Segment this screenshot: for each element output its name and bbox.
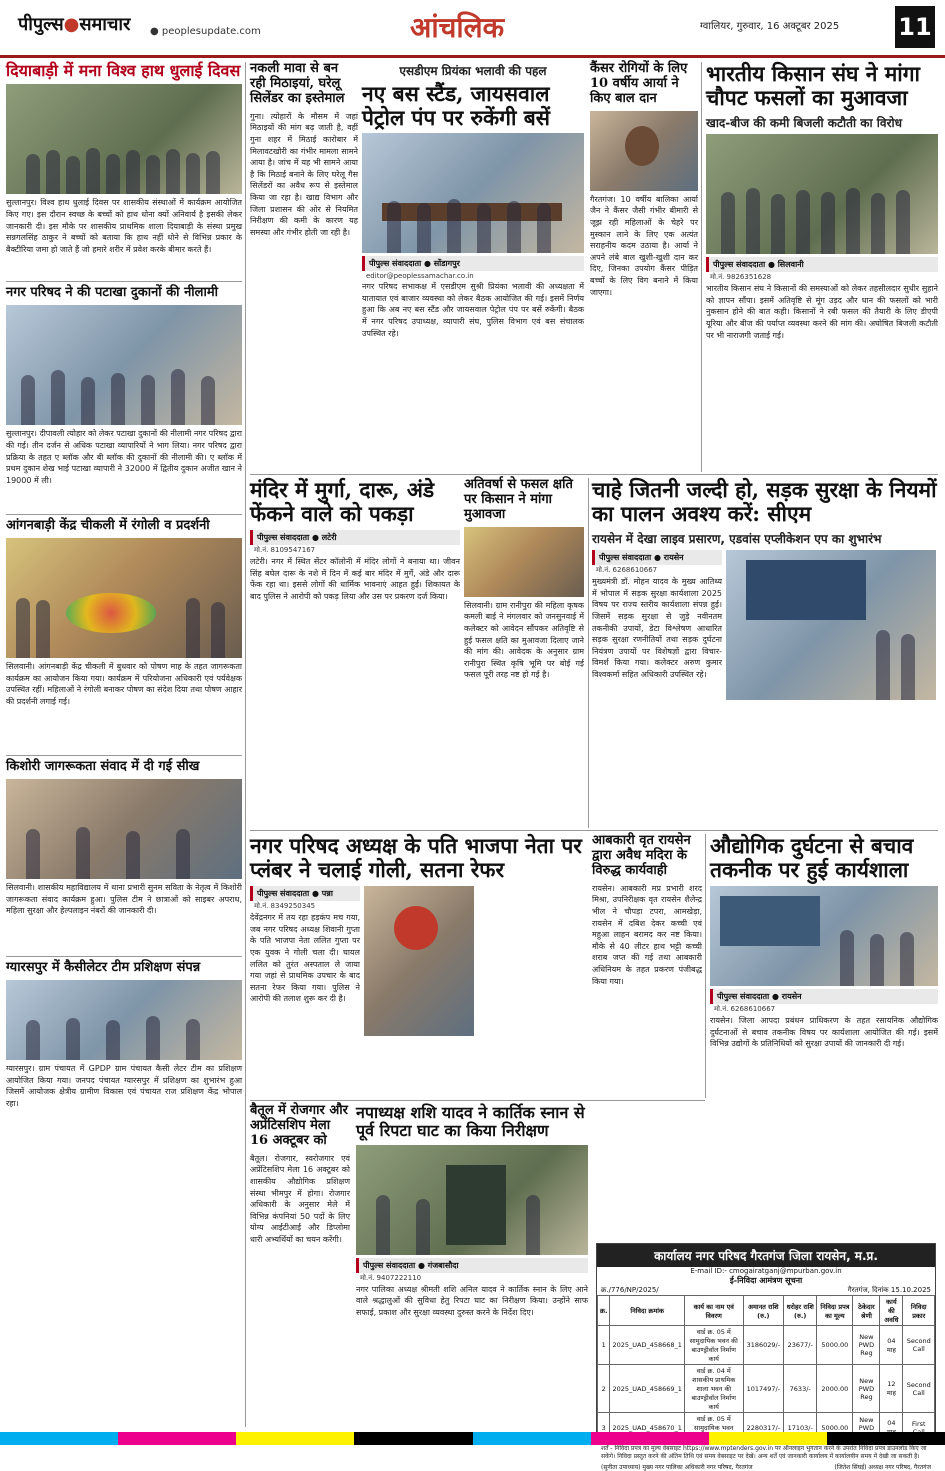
notice-header-cell: निविदा प्रपत्र का मूल्य [817,1296,853,1326]
story-kisan-headline[interactable]: भारतीय किसान संघ ने मांगा चौपट फसलों का मुआवजा [706,61,921,111]
table-cell: वार्ड क्र. 05 में सामुदायिक भवन [684,1413,743,1443]
story-patakha-headline[interactable]: नगर परिषद ने की पटाखा दुकानों की नीलामी [6,285,218,301]
story-audyogik-photo [710,886,938,986]
story-cancer [590,62,698,472]
story-rozgar [250,1104,350,1429]
color-swatch [354,1432,472,1445]
story-ativrishti-photo [464,527,584,597]
story-bus-byline: पीपुल्स संवाददाता ● सोंडागपुर [362,256,584,271]
notice-email[interactable]: E-mail ID:- cmogairatganj@mpurban.gov.in [690,1267,842,1275]
table-cell: Second Call [903,1326,935,1365]
table-cell: New PWD Reg [853,1365,880,1413]
table-cell: 1017497/- [743,1365,784,1413]
color-swatch [473,1432,591,1445]
story-audyogik-byline: पीपुल्स संवाददाता ● रायसेन [710,989,938,1004]
story-audyogik-headline[interactable]: औद्योगिक दुर्घटना से बचाव तकनीक पर हुई कार्यशाला [710,833,914,883]
print-color-bar [0,1432,945,1445]
story-patakha-body: सुल्तानपुर। दीपावली त्योहार को लेकर पटाखा दुकानों की नीलामी नगर परिषद द्वारा की गई। तीन दर्जन से अधिक पटाखा व्यापारियों ने भाग लिया। नगर परिषद द्वारा प्रक्रिया के तहत ए ब्लॉक और बी ब्लॉक की दुकानों की नीलामी की। ए ब्लॉक में प्रथम दुकान शेख भाई पटाखा व्यापारी ने 32000 में द्वितीय दुकान अजीत खान ने 19000 में ली। [6,429,242,485]
website-link[interactable]: ● peoplesupdate.com [150,26,261,37]
story-mawa [250,62,358,482]
notice-sign-left: (सुनीता उपाध्याय) मुख्य नगर पालिका अधिकारी नगर परिषद, गैरतगंज [601,1464,753,1471]
story-kartik-headline[interactable]: नपाध्यक्ष शशि यादव ने कार्तिक स्नान से पूर्व रिपटा घाट का किया निरीक्षण [356,1103,585,1141]
story-rozgar-headline[interactable]: बैतूल में रोजगार और अप्रेंटिसशिप मेला 16 अक्टूबर को [250,1103,348,1148]
story-golimar-byline: पीपुल्स संवाददाता ● पन्ना [250,886,360,901]
notice-header-cell: कार्य की अवधि [880,1296,903,1326]
story-suraksha-mobile: मो.नं. 6268610667 [596,566,658,575]
notice-title: कार्यालय नगर परिषद गैरतगंज जिला रायसेन, म.प्र. [597,1244,935,1267]
story-rozgar-body: बैतूल। रोजगार, स्वरोजगार एवं अप्रेंटिसशिप मेला 16 अक्टूबर को शासकीय औद्योगिक प्रशिक्षण संस्था भीमपुर में होगा। रोजगार अधिकारी के अनुसार मेले में विभिन्न कंपनियां 50 पदों के लिए योग्य आईटीआई और डिप्लोमा धारी अभ्यर्थियों का चयन करेंगी। [250,1153,350,1244]
notice-fine-print: शर्तें - निविदा प्रपत्र का मूल्य वेबसाइट https://www.mptenders.gov.in पर ऑनलाइन भुगतान करने के उपरांत निविदा प्रपत्र डाउनलोड किए जा सकेंगे। निविदा प्रस्तुत करने की अंतिम तिथि एवं समय वेबसाइट पर देखें। अन्य शर्तें एवं जानकारी कार्यालय में कार्यालयीन समय में देखी जा सकती है। [601,1445,927,1461]
notice-header-cell: धरोहर राशि (रु.) [784,1296,817,1326]
notice-header-cell: निविदा प्रकार [903,1296,935,1326]
notice-table [597,1295,935,1443]
notice-header-cell: कार्य का नाम एवं विवरण [684,1296,743,1326]
story-audyogik-body: रायसेन। जिला आपदा प्रबंधन प्राधिकरण के तहत रसायनिक औद्योगिक दुर्घटनाओं से बचाव तकनीक विषय पर कार्यशाला आयोजित की गई। इसमें विभिन्न उद्योगों के प्रतिनिधियों को सुरक्षा उपायों की जानकारी दी गई। [710,1016,938,1049]
story-caselator-headline[interactable]: ग्यारसपुर में कैसीलेटर टीम प्रशिक्षण संपन्न [6,960,201,976]
story-mandir-body: लटेरी। नगर में स्थित सेंटर कॉलोनी में मंदिर लोगों ने बनाया था। जीवन सिंह बघेल दारू के नशे में दिन में कई बार मंदिर में मुर्गे, अंडे और दारू फेंक रहा था। इससे लोगों की धार्मिक भावनाएं आहत हुईं। शिकायत के बाद पुलिस ने आरोपी को पकड़ लिया और उस पर प्रकरण दर्ज किया। [250,557,460,602]
story-kishori-photo [6,779,242,879]
color-swatch [0,1432,118,1445]
story-kishori-headline[interactable]: किशोरी जागरूकता संवाद में दी गई सीख [6,759,200,775]
table-cell: 2280317/- [743,1413,784,1443]
story-caselator-body: ग्यारसपुर। ग्राम पंचायत में GPDP ग्राम पंचायत कैसी लेटर टीम का प्रशिक्षण आयोजित किया गया। जनपद पंचायत ग्यारसपुर में प्रशिक्षण का शुभारंभ हुआ जिसमें आयोजक क्षेत्रीय ग्रामीण विकास एवं पंचायत राज प्रशिक्षण केंद्र भोपाल रहा। [6,1064,242,1108]
story-suraksha-headline[interactable]: चाहे जितनी जल्दी हो, सड़क सुरक्षा के नियमों का पालन अवश्य करें: सीएम [592,477,937,527]
story-cancer-photo [590,111,698,191]
notice-header-cell: निविदा क्रमांक [610,1296,684,1326]
story-abkari [592,834,702,1098]
tender-notice [596,1243,936,1471]
story-golimar-mobile: मो.नं. 8349250345 [254,902,316,911]
section-title: आंचलिक [410,11,505,44]
story-kisan-byline: पीपुल्स संवाददाता ● सिलवानी [706,257,938,272]
table-cell: वार्ड क्र. 05 में सामुदायिक भवन की बाउण्ड्रीवॉल निर्माण कार्य [684,1326,743,1365]
story-kisan-mobile: मो.नं. 9826351628 [710,273,772,282]
table-cell: 2 [598,1365,610,1413]
table-cell: First [903,1413,935,1443]
table-cell: 3186029/- [743,1326,784,1365]
story-mawa-body: गुना। त्योहारों के मौसम में जहां मिठाइयों की मांग बढ़ जाती है, वहीं गुना शहर में मिठाई कारोबार में मिलावटखोरी का गंभीर मामला सामने आया है। जांच में यह भी सामने आया है कि मिठाई बनाने के लिए घरेलू गैस सिलेंडरों का अवैध रूप से इस्तेमाल किया जा रहा है। खाद्य विभाग और जिला प्रशासन की ओर से नियमित निरीक्षण की कमी के कारण यह समस्या और गंभीर होती जा रही है। [250,111,358,237]
table-cell: 3 [598,1413,610,1443]
dateline: ग्वालियर, गुरुवार, 16 अक्टूबर 2025 [700,21,840,32]
story-golimar-body: देवेंद्रनगर में तय रहा हड़कंप मच गया, जब नगर परिषद अध्यक्ष शिवानी गुप्ता के पति भाजपा नेता ललित गुप्ता पर एक युवक ने गोली चला दी। घायल ललित को तुरंत अस्पताल ले जाया गया जहां से प्राथमिक उपचार के बाद सतना रेफर किया गया। पुलिस ने आरोपी की तलाश शुरू कर दी है। [250,913,360,1004]
column-left [6,62,242,1430]
story-handwash-body: सुल्तानपुर। विश्व हाथ धुलाई दिवस पर शासकीय संस्थाओं में कार्यक्रम आयोजित किए गए। इस दौरान स्वच्छ के बच्चों को हाथ धोना क्यों अनिवार्य है इसकी लेकर जानकारी दी। इस मौके पर शासकीय प्राथमिक शाला दियाबाड़ी के संस्था प्रमुख सन्नगलसिंह ठाकुर ने बच्चों को बताया कि हाथ नहीं धोने से विभिन्न प्रकार के बैक्टीरिया जमा हो जाते हैं जो हमारे शरीर में प्रवेश करके बीमार करते हैं। [6,198,242,254]
table-cell: 2025_UAD_458669_1 [610,1365,684,1413]
story-cancer-body: गैरतगंज। 10 वर्षीय बालिका आर्या जैन ने कैंसर जैसी गंभीर बीमारी से जूझ रही महिलाओं के चेहरे पर मुस्कान लाने के लिए एक अत्यंत सराहनीय कदम उठाया है। आर्या ने अपने लंबे बाल खुशी-खुशी दान कर दिए, जिनका उपयोग कैंसर पीड़ित बच्चों के लिए विग बनाने में किया जाएगा। [590,194,698,297]
table-row [598,1365,935,1413]
notice-ref: क्र./776/NP/2025/ [601,1286,659,1294]
color-swatch [236,1432,354,1445]
table-cell: 17103/- [784,1413,817,1443]
story-suraksha-byline: पीपुल्स संवाददाता ● रायसेन [592,550,722,565]
table-cell: 23677/- [784,1326,817,1365]
story-bus [362,62,584,472]
table-cell: 1 [598,1326,610,1365]
story-kisan-photo [706,134,938,254]
table-cell: Second Call [903,1365,935,1413]
table-cell: 5000.00 [817,1326,853,1365]
notice-header-cell: क्र. [598,1296,610,1326]
table-cell: 2000.00 [817,1365,853,1413]
masthead [0,0,945,58]
story-bus-email[interactable]: editor@peoplessamachar.co.in [366,272,474,281]
table-cell: 2025_UAD_458668_1 [610,1326,684,1365]
story-kartik [356,1104,588,1429]
story-kartik-mobile: मो.नं. 9407222110 [360,1273,422,1282]
story-mandir-byline: पीपुल्स संवाददाता ● लटेरी [250,530,460,545]
story-suraksha-photo [726,550,936,700]
story-abkari-body: रायसेन। आबकारी मप्र प्रभारी शरद मिश्रा, उपनिरीक्षक वृत रायसेन शैलेन्द्र भील ने चौपड़ा टपरा, आमखेड़ा, रायसेन में दबिश देकर कच्ची एवं महुआ लाहन बरामद कर नष्ट किया। मौके से 40 लीटर हाथ भट्टी कच्ची शराब जप्त की गई तथा आबकारी अधिनियम के तहत प्रकरण पंजीबद्ध किया गया। [592,883,702,986]
story-kisan [706,62,938,472]
story-audyogik-mobile: मो.नं. 6268610667 [714,1005,776,1014]
story-suraksha-body: मुख्यमंत्री डॉ. मोहन यादव के मुख्य आतिथ्य में भोपाल में सड़क सुरक्षा कार्यशाला 2025 विषय पर राज्य स्तरीय कार्यशाला संपन्न हुई। जिसमें सड़क सुरक्षा से जुड़े नवीनतम तकनीकी उपायों, डेटा विश्लेषण आधारित सड़क सुरक्षा रणनीतियों तथा सड़क दुर्घटना नियंत्रण उपायों पर विशेषज्ञों द्वारा विचार-विमर्श किया गया। कलेक्टर अरुण कुमार विश्वकर्मा सहित अधिकारी उपस्थित रहे। [592,577,722,680]
story-mandir [250,478,460,828]
page-number: 11 [895,6,935,48]
story-suraksha [592,478,938,828]
story-kishori-body: सिलवानी। शासकीय महाविद्यालय में थाना प्रभारी सुनम सविता के नेतृत्व में किशोरी जागरूकता संवाद कार्यक्रम हुआ। पुलिस टीम ने छात्राओं को साइबर अपराध, महिला सुरक्षा और हेल्पलाइन नंबरों की जानकारी दी। [6,883,242,916]
table-cell: 12 माह [880,1365,903,1413]
story-handwash-headline[interactable]: दियाबाड़ी में मना विश्व हाथ धुलाई दिवस [6,61,241,80]
table-cell: 5000.00 [817,1413,853,1443]
story-ativrishti [464,478,584,828]
story-patakha-photo [6,305,242,425]
color-swatch [118,1432,236,1445]
story-handwash-photo [6,84,242,194]
table-row [598,1326,935,1365]
notice-header-cell: अमानत राशि (रु.) [743,1296,784,1326]
story-golimar-headline[interactable]: नगर परिषद अध्यक्ष के पति भाजपा नेता पर प्लंबर ने चलाई गोली, सतना रेफर [250,833,582,883]
story-anganwadi-photo [6,538,242,658]
color-swatch [827,1432,945,1445]
story-kartik-photo [356,1145,588,1255]
color-swatch [591,1432,709,1445]
table-cell: 7633/- [784,1365,817,1413]
story-mandir-mobile: मो.नं. 8109547167 [254,546,316,555]
table-cell: वार्ड क्र. 04 में शासकीय प्राथमिक शाला भवन की बाउण्ड्रीवॉल निर्माण कार्य [684,1365,743,1413]
story-cancer-headline[interactable]: कैंसर रोगियों के लिए 10 वर्षीय आर्या ने किए बाल दान [590,61,688,106]
story-anganwadi-body: सिलवानी। आंगनबाड़ी केंद्र चीकली में बुधवार को पोषण माह के तहत जागरूकता कार्यक्रम का आयोजन किया गया। कार्यक्रम में परियोजना अधिकारी एवं पर्यवेक्षक उपस्थित रहीं। महिलाओं ने रंगोली बनाकर पोषण का संदेश दिया तथा पोषण आहार की प्रदर्शनी लगाई गई। [6,662,242,707]
table-cell: 04 [880,1413,903,1443]
story-ativrishti-headline[interactable]: अतिवर्षा से फसल क्षति पर किसान ने मांगा मुआवजा [464,477,573,522]
story-caselator-photo [6,980,242,1060]
brand-logo[interactable]: पीपुल्स●समाचार [18,14,131,35]
table-cell: New PWD Reg [853,1326,880,1365]
table-cell: 2025_UAD_458670_1 [610,1413,684,1443]
story-abkari-headline[interactable]: आबकारी वृत रायसेन द्वारा अवैध मदिरा के विरुद्ध कार्यवाही [592,833,691,878]
story-kisan-subhead: खाद-बीज की कमी बिजली कटौती का विरोध [706,116,902,131]
story-mawa-headline[interactable]: नकली मावा से बन रही मिठाइयां, घरेलू सिलेंडर का इस्तेमाल [250,61,345,106]
story-kartik-body: नगर पालिका अध्यक्ष श्रीमती शशि अनिल यादव ने कार्तिक स्नान के लिए आने वाले श्रद्धालुओं की सुविधा हेतु रिपटा घाट का निरीक्षण किया। उन्होंने साफ सफाई, प्रकाश और सुरक्षा व्यवस्था दुरुस्त करने के निर्देश दिए। [356,1284,588,1317]
story-kisan-body: भारतीय किसान संघ ने किसानों की समस्याओं को लेकर तहसीलदार सुधीर सुहाने को ज्ञापन सौंपा। इसमें अतिवृष्टि से मूंग उड़द और धान की फसलों को भारी नुकसान होने की बात कही। किसानों ने रबी फसल की तैयारी के लिए डीएपी यूरिया और बीज की पर्याप्त व्यवस्था करने की मांग की। अघोषित बिजली कटौती पर भी नाराजगी जताई गई। [706,284,938,340]
notice-header-cell: ठेकेदार श्रेणी [853,1296,880,1326]
color-swatch [709,1432,827,1445]
story-bus-kicker: एसडीएम प्रियंका भलावी की पहल [399,64,547,78]
notice-sign-right: (जितेश सिंघई) अध्यक्ष नगर परिषद, गैरतगंज [834,1464,931,1471]
story-bus-body: नगर परिषद सभाकक्ष में एसडीएम सुश्री प्रियंका भलावी की अध्यक्षता में यातायात एवं बाजार व्यवस्था को लेकर बैठक आयोजित की गई। इसमें निर्णय हुआ कि अब नए बस स्टैंड और जायसवाल पेट्रोल पंप पर बसें रुकेंगी। बैठक में नगर परिषद उपाध्यक्ष, व्यापारी संघ, पुलिस विभाग एवं बस संचालक उपस्थित रहे। [362,282,584,338]
story-golimar [250,834,586,1098]
story-ativrishti-body: सिलवानी। ग्राम रानीपुरा की महिला कृषक कमली बाई ने मंगलवार को जनसुनवाई में कलेक्टर को आवेदन सौंपकर अतिवृष्टि से हुई फसल क्षति का मुआवजा दिलाए जाने की मांग की। आवेदक के अनुसार ग्राम रानीपुरा स्थित कृषि भूमि पर बोई गई फसल पूरी तरह नष्ट हो गई है। [464,600,584,680]
story-mandir-headline[interactable]: मंदिर में मुर्गा, दारू, अंडे फेंकने वाले को पकड़ा [250,477,435,527]
story-bus-headline[interactable]: नए बस स्टैंड, जायसवाल पेट्रोल पंप पर रुकेंगी बसें [362,81,550,131]
story-kartik-byline: पीपुल्स संवाददाता ● गंजबासौदा [356,1258,588,1273]
story-audyogik [710,834,938,1234]
notice-date: गैरतगंज, दिनांक 15.10.2025 [847,1286,931,1294]
story-bus-photo [362,133,584,253]
story-anganwadi-headline[interactable]: आंगनबाड़ी केंद्र चीकली में रंगोली व प्रदर्शनी [6,518,210,534]
story-golimar-photo [364,886,474,1036]
table-cell: New PWD [853,1413,880,1443]
story-suraksha-subhead: रायसेन में देखा लाइव प्रसारण, एडवांस एप्लीकेशन एप का शुभारंभ [592,532,882,547]
table-cell: 04 माह [880,1326,903,1365]
notice-subtitle: ई-निविदा आमंत्रण सूचना [729,1276,803,1285]
